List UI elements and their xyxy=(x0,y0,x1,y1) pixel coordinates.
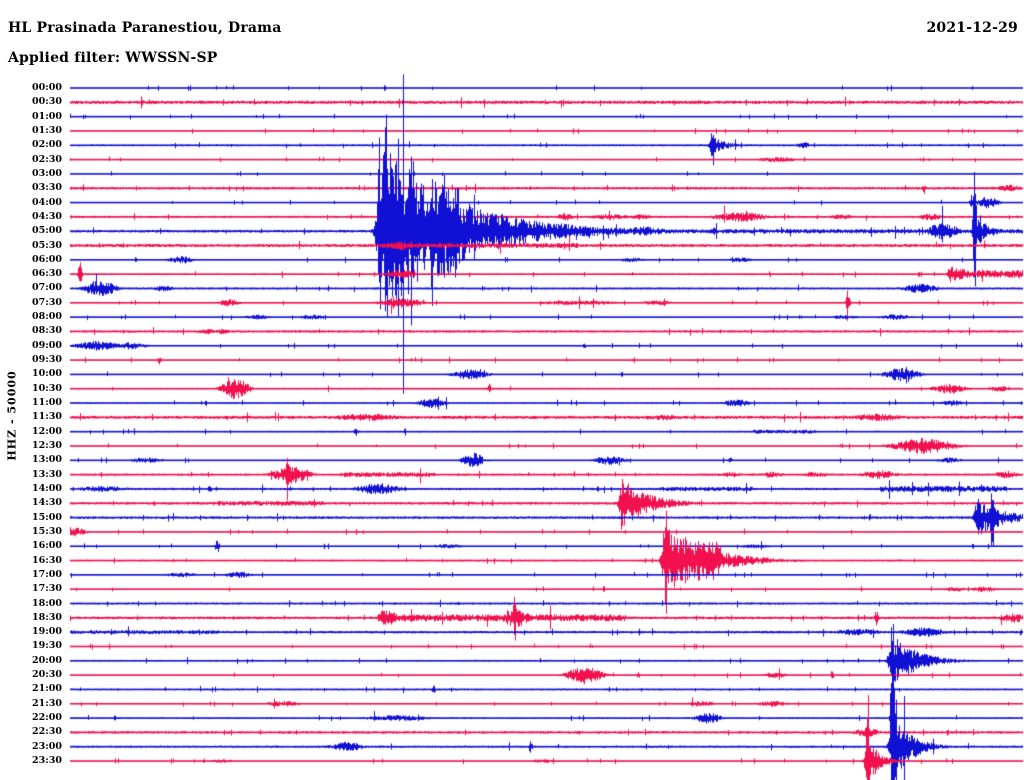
time-label: 09:30 xyxy=(32,354,62,366)
filter-label: Applied filter: WWSSN-SP xyxy=(8,50,218,66)
time-label: 01:00 xyxy=(32,110,62,122)
station-title: HL Prasinada Paranestiou, Drama xyxy=(8,20,282,36)
time-label: 13:00 xyxy=(32,454,62,466)
time-label: 14:30 xyxy=(32,497,62,509)
time-label: 14:00 xyxy=(32,482,62,494)
time-label: 05:00 xyxy=(32,225,62,237)
time-label: 11:00 xyxy=(32,397,62,409)
time-label: 07:30 xyxy=(32,296,62,308)
time-label: 18:00 xyxy=(32,597,62,609)
time-label: 12:00 xyxy=(32,425,62,437)
time-label: 09:00 xyxy=(32,339,62,351)
time-label: 06:00 xyxy=(32,253,62,265)
time-label: 15:00 xyxy=(32,511,62,523)
time-label: 17:00 xyxy=(32,568,62,580)
time-label: 19:30 xyxy=(32,640,62,652)
time-label: 04:00 xyxy=(32,196,62,208)
time-label: 10:00 xyxy=(32,368,62,380)
time-label: 06:30 xyxy=(32,268,62,280)
time-label: 01:30 xyxy=(32,124,62,136)
time-label: 05:30 xyxy=(32,239,62,251)
time-label: 16:30 xyxy=(32,554,62,566)
time-label: 13:30 xyxy=(32,468,62,480)
time-label: 03:00 xyxy=(32,167,62,179)
time-label: 12:30 xyxy=(32,440,62,451)
time-label: 03:30 xyxy=(32,182,62,194)
time-label: 02:30 xyxy=(32,153,62,165)
time-label: 08:30 xyxy=(32,325,62,337)
time-label: 07:00 xyxy=(32,282,62,294)
time-label: 22:30 xyxy=(32,726,62,738)
time-label: 16:00 xyxy=(32,540,62,552)
time-label: 00:00 xyxy=(32,82,62,93)
time-label: 15:30 xyxy=(32,525,62,537)
time-label: 04:30 xyxy=(32,210,62,222)
time-label: 11:30 xyxy=(32,411,62,423)
time-label: 20:00 xyxy=(32,654,62,666)
time-label: 08:00 xyxy=(32,311,62,323)
time-label: 21:30 xyxy=(32,697,62,709)
time-label: 17:30 xyxy=(32,583,62,595)
time-label: 23:00 xyxy=(32,740,62,752)
time-label: 20:30 xyxy=(32,669,62,681)
time-label: 21:00 xyxy=(32,683,62,695)
time-label: 22:00 xyxy=(32,712,62,724)
time-label: 18:30 xyxy=(32,611,62,623)
time-label: 10:30 xyxy=(32,382,62,394)
time-label: 02:00 xyxy=(32,139,62,151)
time-label: 19:00 xyxy=(32,626,62,638)
time-label: 23:30 xyxy=(32,755,62,767)
y-axis-label: HHZ - 50000 xyxy=(5,370,19,461)
date-label: 2021-12-29 xyxy=(926,20,1018,36)
time-label: 00:30 xyxy=(32,96,62,108)
